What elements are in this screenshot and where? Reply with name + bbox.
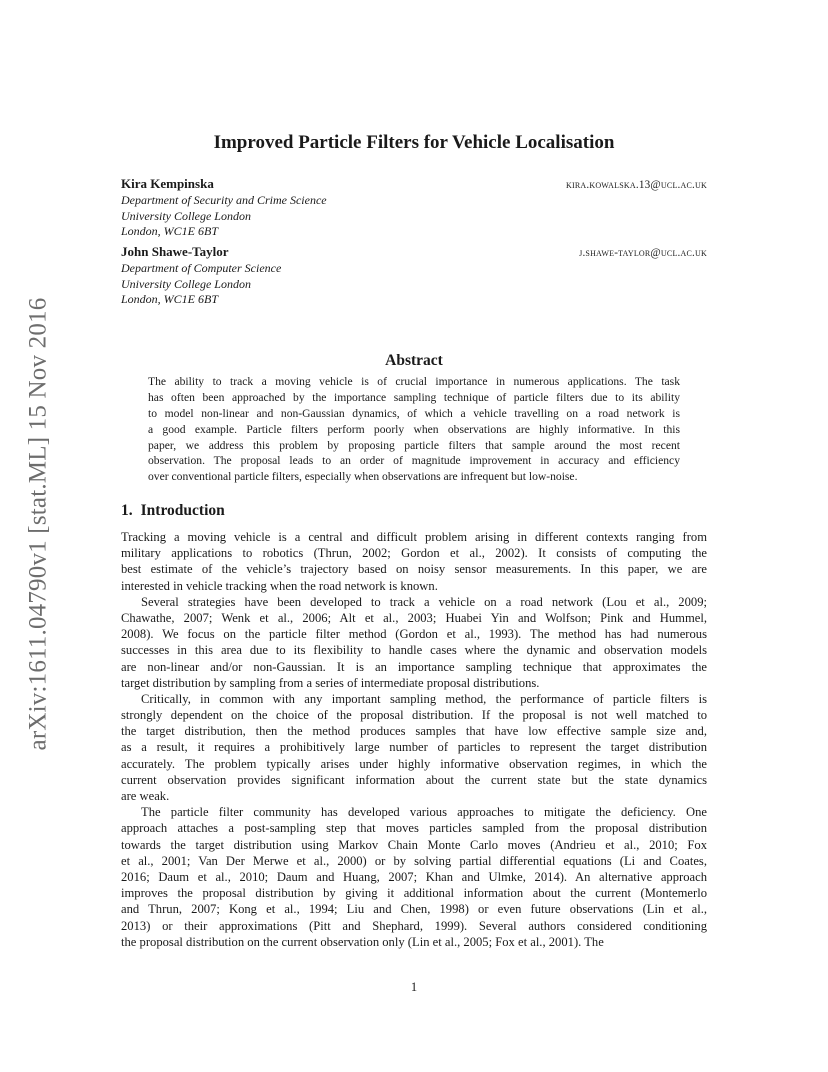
text-line: a good example. Particle filters perform poorly when observations are highly informative. In this bbox=[148, 422, 680, 436]
author-affiliation-line: London, WC1E 6BT bbox=[121, 292, 219, 306]
author-email: kira.kowalska.13@ucl.ac.uk bbox=[566, 179, 707, 191]
text-line: the proposal distribution on the current observation only (Lin et al., 2005; Fox et al., 2001). The bbox=[121, 934, 604, 949]
abstract-heading: Abstract bbox=[385, 352, 443, 369]
author-email: j.shawe-taylor@ucl.ac.uk bbox=[579, 247, 707, 259]
body-text bbox=[121, 529, 707, 950]
paper-title: Improved Particle Filters for Vehicle Localisation bbox=[213, 132, 615, 153]
text-line: improves the proposal distribution by giving it additional information about the current (Montemerlo bbox=[121, 886, 707, 901]
text-line: observation. The proposal leads to an order of magnitude improvement in accuracy and efficiency bbox=[148, 454, 680, 468]
author-name: Kira Kempinska bbox=[121, 176, 214, 191]
abstract-body bbox=[148, 374, 680, 485]
text-line: the target distribution, then the method produces samples that have low effective sample size and, bbox=[121, 724, 707, 739]
section-number: 1. bbox=[121, 502, 133, 519]
text-line: are non-linear and/or non-Gaussian. It is an importance sampling technique that approximates the bbox=[121, 659, 707, 674]
text-line: current observation provides significant information about the current state but the state dynamics bbox=[121, 772, 707, 787]
author-affiliation-line: University College London bbox=[121, 208, 251, 223]
author-affiliation-line: Department of Security and Crime Science bbox=[121, 193, 327, 207]
text-line: Several strategies have been developed to track a vehicle on a road network (Lou et al., 2009; bbox=[141, 594, 707, 609]
text-line: are weak. bbox=[121, 789, 170, 803]
text-line: accurately. The problem typically arises under highly informative observation regimes, in which the bbox=[121, 756, 707, 771]
text-line: has often been approached by the importance sampling technique of particle filters due to its ability bbox=[148, 390, 680, 404]
arxiv-identifier-stamp bbox=[16, 274, 60, 774]
text-line: The ability to track a moving vehicle is of crucial importance in numerous applications. The task bbox=[148, 375, 680, 388]
page-number: 1 bbox=[410, 980, 418, 994]
text-line: to model non-linear and non-Gaussian dynamics, of which a vehicle travelling on a road network is bbox=[148, 406, 680, 420]
text-line: over conventional particle filters, especially when observations are infrequent but low-noise. bbox=[148, 470, 578, 484]
text-line: Critically, in common with any important sampling method, the performance of particle filters is bbox=[141, 691, 707, 706]
text-line: approach attaches a post-sampling step that moves particles sampled from the proposal distribution bbox=[121, 821, 707, 836]
author-name: John Shawe-Taylor bbox=[121, 244, 229, 259]
text-line: strongly dependent on the choice of the proposal distribution. If the proposal is not well matched to bbox=[121, 708, 707, 723]
text-line: best estimate of the vehicle’s trajectory based on noisy sensor measurements. In this paper, we are bbox=[121, 562, 707, 577]
text-line: interested in vehicle tracking when the road network is known. bbox=[121, 578, 438, 593]
text-line: as a result, it requires a prohibitively large number of particles to represent the target distribution bbox=[121, 740, 707, 755]
author-affiliation-line: Department of Computer Science bbox=[121, 261, 282, 275]
text-line: Tracking a moving vehicle is a central and difficult problem arising in different contexts ranging from bbox=[121, 530, 707, 544]
text-line: towards the target distribution using Markov Chain Monte Carlo moves (Andrieu et al., 2010; Fox bbox=[121, 837, 707, 852]
text-line: The particle filter community has developed various approaches to mitigate the deficiency. One bbox=[141, 805, 707, 820]
text-line: et al., 2001; Van Der Merwe et al., 2000) or by solving partial differential equations (Li and Coates, bbox=[121, 853, 707, 868]
author-block-1 bbox=[121, 176, 707, 240]
author-affiliation-line: University College London bbox=[121, 276, 251, 291]
section-heading bbox=[121, 502, 225, 520]
text-line: successes in this area due to its flexibility to handle cases where the dynamic and observation models bbox=[121, 643, 707, 658]
section-title: Introduction bbox=[140, 502, 225, 519]
text-line: Chawathe, 2007; Wenk et al., 2006; Alt et al., 2003; Huabei Yin and Wolfson; Pink and Hummel, bbox=[121, 610, 707, 625]
arxiv-identifier-text: arXiv:1611.04790v1 [stat.ML] 15 Nov 2016 bbox=[24, 297, 51, 751]
text-line: 2016; Daum et al., 2010; Daum and Huang, 2007; Khan and Ulmke, 2014). An alternative approach bbox=[121, 869, 707, 884]
text-line: and Thrun, 2007; Kong et al., 1994; Liu and Chen, 1998) or even future observations (Lin et al., bbox=[121, 902, 707, 917]
text-line: military applications to robotics (Thrun, 2002; Gordon et al., 2002). It consists of computing the bbox=[121, 546, 707, 561]
author-block-2 bbox=[121, 244, 707, 308]
text-line: 2008). We focus on the particle filter method (Gordon et al., 1993). The method has had numerous bbox=[121, 627, 707, 642]
text-line: 2013) or their approximations (Pitt and Shephard, 1999). Several authors considered conditioning bbox=[121, 918, 707, 933]
author-affiliation-line: London, WC1E 6BT bbox=[121, 224, 219, 238]
text-line: paper, we address this problem by proposing particle filters that sample around the most recent bbox=[148, 438, 680, 452]
text-line: target distribution by sampling from a series of intermediate proposal distributions. bbox=[121, 675, 540, 690]
